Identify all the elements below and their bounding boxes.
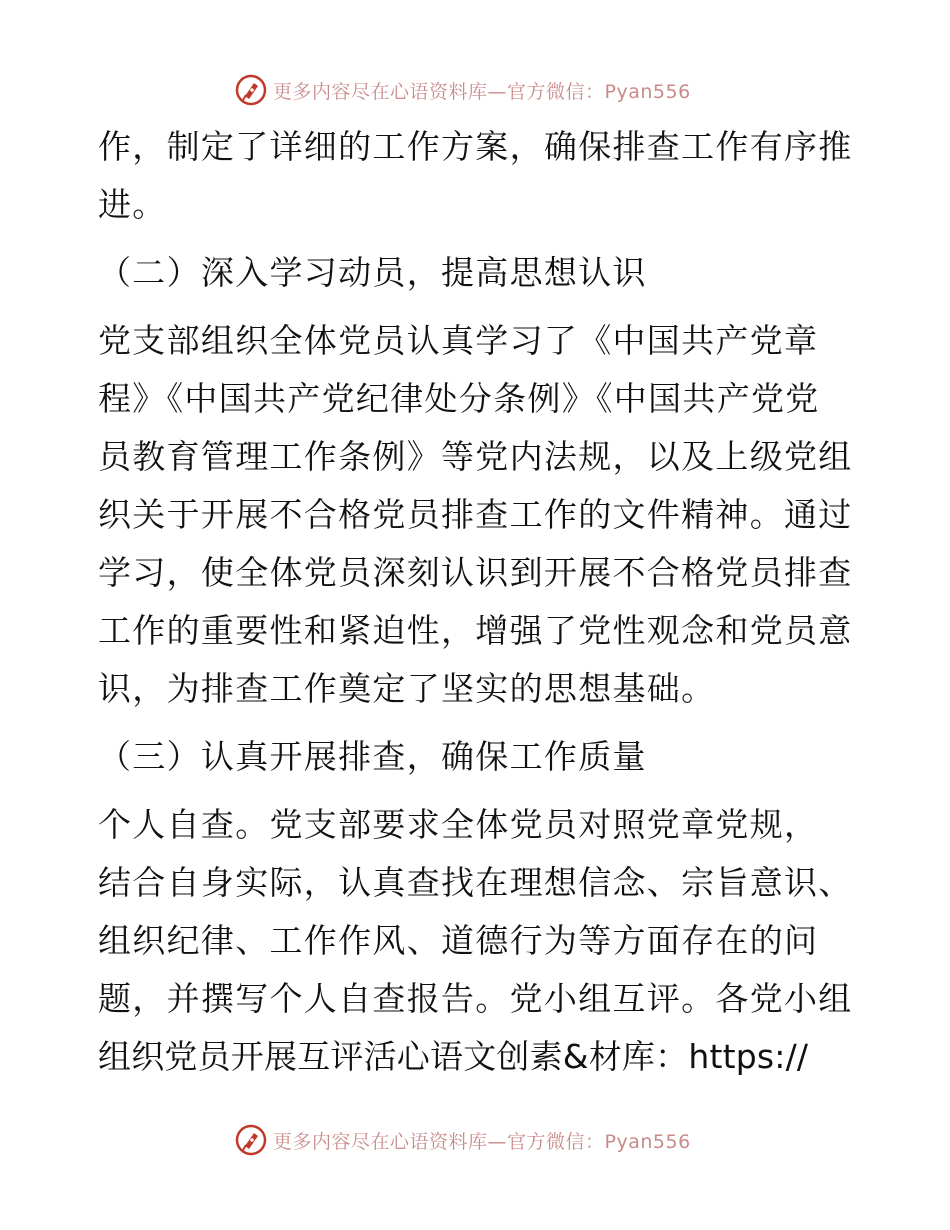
section-heading: （三）认真开展排查，确保工作质量 (98, 737, 647, 776)
text-line: 组织党员开展互评活心语文创素&材库：https:// (98, 1037, 809, 1076)
header-banner-wechat: 官方微信：Pyan556 (507, 80, 691, 103)
footer-watermark-banner (0, 1120, 950, 1160)
footer-banner-wechat: 官方微信：Pyan556 (507, 1130, 691, 1153)
text-line: 党支部组织全体党员认真学习了《中国共产党章 (98, 321, 819, 360)
pen-nib-logo-icon (235, 74, 267, 106)
header-banner-separator: — (487, 80, 508, 103)
text-line: 结合自身实际，认真查找在理想信念、宗旨意识、 (98, 863, 853, 902)
footer-banner-text: 更多内容尽在心语资料库 (273, 1130, 488, 1153)
text-line: 员教育管理工作条例》等党内法规，以及上级党组 (98, 437, 853, 476)
header-banner-text: 更多内容尽在心语资料库 (273, 80, 488, 103)
section-heading: （二）深入学习动员，提高思想认识 (98, 253, 647, 292)
document-body (98, 118, 858, 1086)
text-line: 识，为排查工作奠定了坚实的思想基础。 (98, 669, 716, 708)
pen-nib-logo-icon (235, 1124, 267, 1156)
text-line: 工作的重要性和紧迫性，增强了党性观念和党员意 (98, 611, 853, 650)
text-line: 作，制定了详细的工作方案，确保排查工作有序推 (98, 127, 853, 166)
text-line: 学习，使全体党员深刻认识到开展不合格党员排查 (98, 553, 853, 592)
text-line: 组织纪律、工作作风、道德行为等方面存在的问 (98, 921, 819, 960)
text-line: 进。 (98, 185, 167, 224)
header-watermark-banner (0, 70, 950, 110)
text-line: 程》《中国共产党纪律处分条例》《中国共产党党 (98, 379, 820, 418)
footer-banner-separator: — (487, 1130, 508, 1153)
text-line: 个人自查。党支部要求全体党员对照党章党规， (98, 805, 819, 844)
text-line: 题，并撰写个人自查报告。党小组互评。各党小组 (98, 979, 853, 1018)
text-line: 织关于开展不合格党员排查工作的文件精神。通过 (98, 495, 853, 534)
